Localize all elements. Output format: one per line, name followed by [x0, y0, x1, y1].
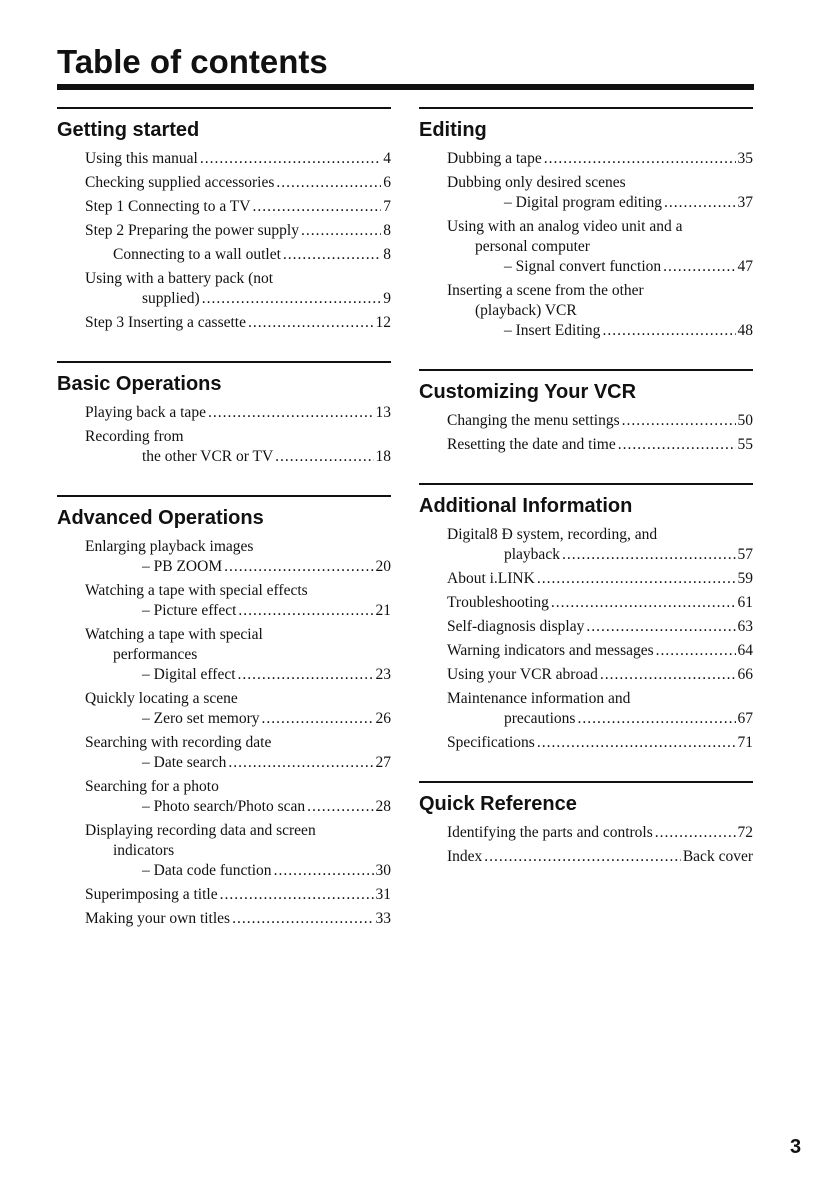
- toc-entry-list: [419, 823, 753, 867]
- toc-entry-line: [85, 149, 391, 169]
- toc-entry-title-line: Using with a battery pack (not: [85, 270, 274, 287]
- dot-leader: [656, 641, 736, 661]
- toc-entry-label: Index: [447, 848, 483, 865]
- toc-entry[interactable]: [447, 435, 753, 455]
- toc-entry-label: Making your own titles: [85, 910, 231, 927]
- toc-column-right: [419, 107, 753, 895]
- dot-leader: [551, 593, 736, 613]
- toc-entry-title-line: Digital8 Đ system, recording, and: [447, 526, 658, 543]
- dot-leader: [224, 557, 373, 577]
- toc-entry[interactable]: [85, 173, 391, 193]
- toc-entry-label: Using this manual: [85, 150, 198, 167]
- toc-entry-page: 48: [737, 322, 753, 339]
- toc-entry[interactable]: [447, 617, 753, 637]
- toc-entry-title-line: Watching a tape with special: [85, 626, 263, 643]
- toc-entry-page: 55: [737, 436, 753, 453]
- toc-entry-label: About i.LINK: [447, 570, 535, 587]
- toc-entry-line: [85, 403, 391, 423]
- toc-entry[interactable]: [85, 537, 391, 577]
- toc-entry-line: [85, 709, 391, 729]
- dot-leader: [200, 149, 381, 169]
- toc-entry-label: – Zero set memory: [142, 710, 260, 727]
- toc-section-basic-operations: [57, 361, 391, 467]
- toc-entry-page: 59: [737, 570, 753, 587]
- toc-entry[interactable]: [85, 821, 391, 881]
- dot-leader: [618, 435, 736, 455]
- toc-entry-line: [85, 173, 391, 193]
- toc-entry[interactable]: [447, 665, 753, 685]
- toc-entry-label: – PB ZOOM: [142, 558, 223, 575]
- toc-entry[interactable]: [447, 149, 753, 169]
- toc-entry[interactable]: [447, 281, 753, 341]
- toc-entry-line: [447, 641, 753, 661]
- dot-leader: [301, 221, 381, 241]
- toc-entry[interactable]: [85, 427, 391, 467]
- toc-entry-title-line: Displaying recording data and screen: [85, 822, 316, 839]
- dot-leader: [232, 909, 373, 929]
- toc-entry[interactable]: [447, 593, 753, 613]
- toc-entry-list: [419, 149, 753, 341]
- toc-entry-label: Self-diagnosis display: [447, 618, 585, 635]
- toc-entry-page: 35: [737, 150, 753, 167]
- page-title: Table of contents: [57, 43, 328, 80]
- section-title: Advanced Operations: [57, 507, 264, 529]
- toc-entry-page: 8: [383, 246, 391, 263]
- dot-leader: [600, 665, 736, 685]
- dot-leader: [276, 173, 381, 193]
- toc-entry-page: 37: [737, 194, 753, 211]
- toc-entry[interactable]: [447, 525, 753, 565]
- toc-entry-label: precautions: [504, 710, 576, 727]
- toc-entry-page: 7: [383, 198, 391, 215]
- toc-entry-line: [85, 861, 391, 881]
- toc-entry-page: 18: [375, 448, 391, 465]
- toc-entry-page: 9: [383, 290, 391, 307]
- toc-entry-page: 12: [375, 314, 391, 331]
- toc-entry-title-line: performances: [113, 646, 198, 663]
- toc-entry-line: [85, 557, 391, 577]
- toc-entry-label: – Digital effect: [142, 666, 236, 683]
- toc-entry-page: 63: [737, 618, 753, 635]
- toc-entry-label: Specifications: [447, 734, 535, 751]
- toc-entry[interactable]: [85, 777, 391, 817]
- dot-leader: [663, 257, 735, 277]
- toc-entry-page: 27: [375, 754, 391, 771]
- toc-entry-page: 8: [383, 222, 391, 239]
- toc-entry[interactable]: [447, 689, 753, 729]
- toc-section-editing: [419, 107, 753, 341]
- toc-entry-line: [447, 617, 753, 637]
- toc-entry-line: [447, 847, 753, 867]
- toc-entry-title-line: indicators: [113, 842, 175, 859]
- toc-entry-line: [85, 797, 391, 817]
- toc-entry[interactable]: [85, 197, 391, 217]
- toc-entry-page: 61: [737, 594, 753, 611]
- toc-entry-title-line: Enlarging playback images: [85, 538, 254, 555]
- dot-leader: [202, 289, 382, 309]
- section-title: Basic Operations: [57, 373, 222, 395]
- toc-entry-page: 13: [375, 404, 391, 421]
- toc-entry[interactable]: [447, 411, 753, 431]
- section-title: Additional Information: [419, 495, 633, 517]
- toc-entry-page: 64: [737, 642, 753, 659]
- toc-entry-label: Step 2 Preparing the power supply: [85, 222, 299, 239]
- dot-leader: [275, 447, 373, 467]
- dot-leader: [228, 753, 373, 773]
- toc-entry-line: [447, 257, 753, 277]
- dot-leader: [577, 709, 735, 729]
- toc-entry-line: [447, 149, 753, 169]
- dot-leader: [208, 403, 374, 423]
- toc-entry-list: [57, 149, 391, 333]
- toc-entry[interactable]: [85, 149, 391, 169]
- toc-entry-page: 66: [737, 666, 753, 683]
- toc-entry[interactable]: [447, 847, 753, 867]
- toc-section-additional-information: [419, 483, 753, 753]
- dot-leader: [562, 545, 736, 565]
- toc-entry-label: Playing back a tape: [85, 404, 206, 421]
- dot-leader: [484, 847, 681, 867]
- toc-entry-page: 23: [375, 666, 391, 683]
- dot-leader: [252, 197, 381, 217]
- toc-entry[interactable]: [85, 403, 391, 423]
- toc-entry[interactable]: [447, 217, 753, 277]
- toc-entry-page: 33: [375, 910, 391, 927]
- dot-leader: [664, 193, 736, 213]
- toc-entry-page: 6: [383, 174, 391, 191]
- toc-entry-label: Identifying the parts and controls: [447, 824, 653, 841]
- section-title: Customizing Your VCR: [419, 381, 637, 403]
- toc-entry-page: 26: [375, 710, 391, 727]
- toc-entry-title-line: Dubbing only desired scenes: [447, 174, 626, 191]
- toc-entry-label: – Signal convert function: [504, 258, 662, 275]
- toc-entry-title-line: (playback) VCR: [475, 302, 577, 319]
- toc-entry-line: [85, 601, 391, 621]
- dot-leader: [586, 617, 735, 637]
- toc-entry-label: Superimposing a title: [85, 886, 218, 903]
- toc-entry[interactable]: [85, 625, 391, 685]
- toc-entry-title-line: Watching a tape with special effects: [85, 582, 308, 599]
- toc-entry-title-line: Searching for a photo: [85, 778, 219, 795]
- toc-entry[interactable]: [85, 909, 391, 929]
- toc-entry-title-line: Searching with recording date: [85, 734, 272, 751]
- title-rule: [57, 84, 754, 90]
- dot-leader: [307, 797, 373, 817]
- toc-entry-page: Back cover: [682, 848, 753, 865]
- toc-entry-title-line: Using with an analog video unit and a: [447, 218, 683, 235]
- dot-leader: [262, 709, 374, 729]
- toc-entry-line: [447, 435, 753, 455]
- toc-entry-line: [447, 569, 753, 589]
- toc-entry[interactable]: [447, 823, 753, 843]
- toc-entry[interactable]: [447, 173, 753, 213]
- toc-section-quick-reference: [419, 781, 753, 867]
- toc-entry-label: playback: [504, 546, 560, 563]
- toc-entry-title-line: Inserting a scene from the other: [447, 282, 644, 299]
- toc-entry[interactable]: [85, 221, 391, 241]
- toc-column-left: [57, 107, 391, 957]
- section-title: Getting started: [57, 119, 200, 141]
- toc-entry-page: 47: [737, 258, 753, 275]
- toc-entry-label: Troubleshooting: [447, 594, 549, 611]
- toc-entry-page: 28: [375, 798, 391, 815]
- toc-section-advanced-operations: [57, 495, 391, 929]
- toc-entry-label: – Date search: [142, 754, 227, 771]
- toc-entry-label: Dubbing a tape: [447, 150, 542, 167]
- toc-entry[interactable]: [447, 569, 753, 589]
- toc-entry[interactable]: [447, 641, 753, 661]
- toc-entry-line: [447, 411, 753, 431]
- toc-entry-label: the other VCR or TV: [142, 448, 274, 465]
- toc-entry-line: [85, 197, 391, 217]
- toc-entry-label: – Digital program editing: [504, 194, 662, 211]
- toc-entry-line: [85, 313, 391, 333]
- dot-leader: [544, 149, 736, 169]
- toc-entry-line: [447, 733, 753, 753]
- toc-entry-page: 21: [375, 602, 391, 619]
- toc-entry-page: 71: [737, 734, 753, 751]
- toc-entry-line: [85, 245, 391, 265]
- toc-entry-line: [85, 447, 391, 467]
- toc-entry-title-line: Maintenance information and: [447, 690, 631, 707]
- toc-section-getting-started: [57, 107, 391, 333]
- toc-entry[interactable]: [85, 313, 391, 333]
- toc-entry-page: 31: [375, 886, 391, 903]
- dot-leader: [283, 245, 381, 265]
- toc-entry-label: Warning indicators and messages: [447, 642, 654, 659]
- toc-entry-page: 67: [737, 710, 753, 727]
- toc-entry-line: [447, 665, 753, 685]
- toc-entry-label: supplied): [142, 290, 200, 307]
- toc-entry-line: [447, 545, 753, 565]
- toc-entry-title-line: personal computer: [475, 238, 590, 255]
- toc-section-customizing-your-vcr: [419, 369, 753, 455]
- toc-entry-page: 50: [737, 412, 753, 429]
- toc-entry-line: [447, 321, 753, 341]
- dot-leader: [622, 411, 736, 431]
- toc-entry-label: – Photo search/Photo scan: [142, 798, 306, 815]
- toc-entry-line: [85, 909, 391, 929]
- toc-entry-line: [447, 709, 753, 729]
- section-title: Quick Reference: [419, 793, 577, 815]
- toc-entry-page: 20: [375, 558, 391, 575]
- toc-entry[interactable]: [85, 581, 391, 621]
- dot-leader: [248, 313, 374, 333]
- toc-entry-line: [447, 823, 753, 843]
- toc-entry-label: Checking supplied accessories: [85, 174, 275, 191]
- toc-entry-label: Changing the menu settings: [447, 412, 620, 429]
- dot-leader: [537, 569, 736, 589]
- toc-entry-list: [57, 403, 391, 467]
- toc-entry-label: Connecting to a wall outlet: [113, 246, 281, 263]
- toc-entry-line: [85, 665, 391, 685]
- toc-entry[interactable]: [85, 245, 391, 265]
- toc-entry-line: [85, 221, 391, 241]
- toc-entry[interactable]: [447, 733, 753, 753]
- toc-entry-label: Step 3 Inserting a cassette: [85, 314, 246, 331]
- toc-entry-label: Resetting the date and time: [447, 436, 616, 453]
- dot-leader: [537, 733, 736, 753]
- page-number: 3: [790, 1136, 802, 1158]
- toc-entry-page: 57: [737, 546, 753, 563]
- toc-entry-line: [447, 193, 753, 213]
- toc-entry-page: 4: [383, 150, 391, 167]
- toc-entry-line: [447, 593, 753, 613]
- toc-entry-line: [85, 885, 391, 905]
- toc-entry-label: – Picture effect: [142, 602, 237, 619]
- dot-leader: [655, 823, 736, 843]
- toc-entry-title-line: Recording from: [85, 428, 184, 445]
- toc-entry-line: [85, 289, 391, 309]
- toc-entry-page: 72: [737, 824, 753, 841]
- toc-entry-list: [419, 411, 753, 455]
- toc-entry-list: [57, 537, 391, 929]
- toc-entry-title-line: Quickly locating a scene: [85, 690, 238, 707]
- dot-leader: [238, 601, 373, 621]
- dot-leader: [238, 665, 374, 685]
- toc-entry[interactable]: [85, 689, 391, 729]
- toc-entry-list: [419, 525, 753, 753]
- section-title: Editing: [419, 119, 487, 141]
- toc-entry-label: – Data code function: [142, 862, 272, 879]
- toc-entry-line: [85, 753, 391, 773]
- toc-entry[interactable]: [85, 269, 391, 309]
- toc-entry[interactable]: [85, 885, 391, 905]
- toc-entry-page: 30: [375, 862, 391, 879]
- dot-leader: [220, 885, 374, 905]
- toc-entry[interactable]: [85, 733, 391, 773]
- dot-leader: [274, 861, 374, 881]
- toc-entry-label: – Insert Editing: [504, 322, 601, 339]
- dot-leader: [602, 321, 735, 341]
- toc-entry-label: Using your VCR abroad: [447, 666, 598, 683]
- toc-entry-label: Step 1 Connecting to a TV: [85, 198, 251, 215]
